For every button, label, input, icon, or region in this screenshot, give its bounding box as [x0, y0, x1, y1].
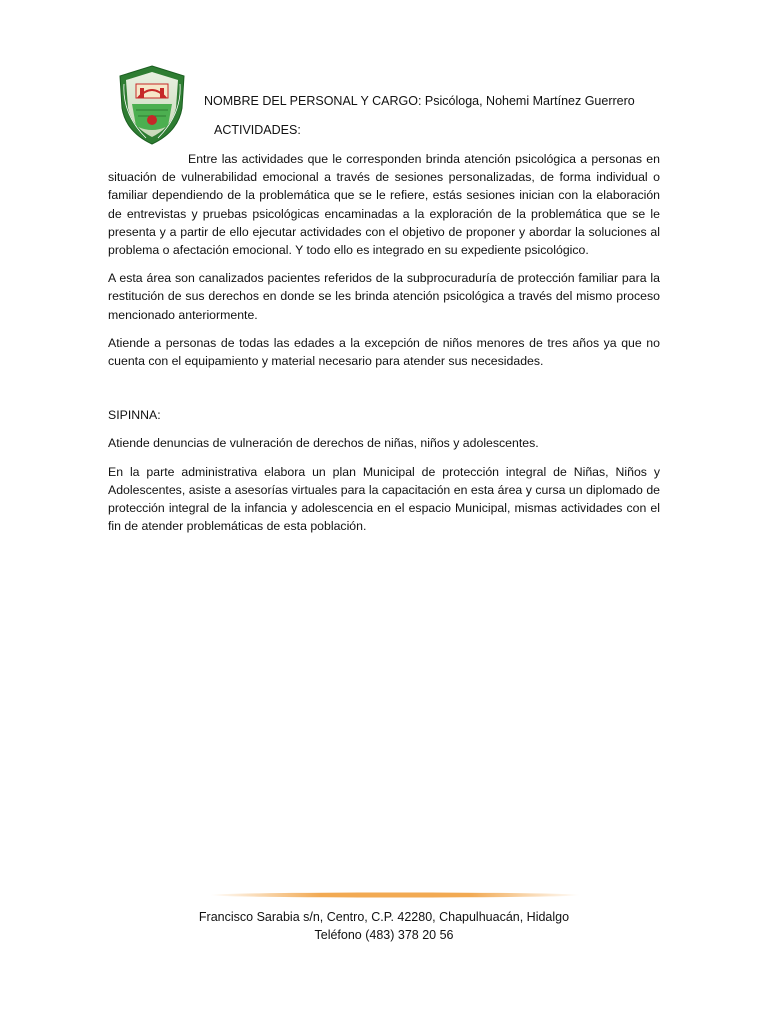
paragraph-2: A esta área son canalizados pacientes referidos de la subprocuraduría de protección familiar para la restitución de sus derechos en donde se les brinda atención psicológica a través del mismo proceso mencionado anteriormente.: [108, 271, 660, 322]
footer-divider: [210, 886, 580, 894]
paragraph-4: Atiende denuncias de vulneración de derechos de niñas, niños y adolescentes.: [108, 436, 539, 451]
activities-heading: ACTIVIDADES:: [214, 123, 301, 137]
section-title-sipinna: SIPINNA:: [108, 408, 161, 423]
paragraph-1: Entre las actividades que le corresponden brinda atención psicológica a personas en situación de vulnerabilidad emocional a través de sesiones personalizadas, de forma individual o familiar dependiendo de la problemática que se le refiere, estás sesiones inician con la elaboración de entrevistas y pruebas psicológicas encaminadas a la exploración de la problemática que se le presenta y a partir de ello ejecutar actividades con el objetivo de proponer y abordar la soluciones al problema o afectación emocional. Y todo ello es integrado en su expediente psicológico.: [108, 152, 660, 258]
body-text: [108, 150, 660, 545]
personnel-label: NOMBRE DEL PERSONAL Y CARGO:: [204, 94, 422, 108]
paragraph-3: Atiende a personas de todas las edades a la excepción de niños menores de tres años ya que no cuenta con el equipamiento y material necesario para atender sus necesidades.: [108, 335, 660, 369]
footer-phone: Teléfono (483) 378 20 56: [314, 928, 454, 942]
spacer: [108, 380, 660, 406]
footer-address: Francisco Sarabia s/n, Centro, C.P. 42280, Chapulhuacán, Hidalgo: [198, 910, 570, 924]
crest-logo: [116, 64, 188, 146]
paragraph-5: En la parte administrativa elabora un plan Municipal de protección integral de Niñas, Niños y Adolescentes, asiste a asesorías virtuales para la capacitación en esta área y cursa un diplomado de protección integral de la infancia y adolescencia en el espacio Municipal, mismas actividades con el fin de atender problemáticas de esta población.: [108, 464, 660, 534]
personnel-value: Psicóloga, Nohemi Martínez Guerrero: [424, 94, 635, 108]
personnel-header: [204, 92, 664, 110]
